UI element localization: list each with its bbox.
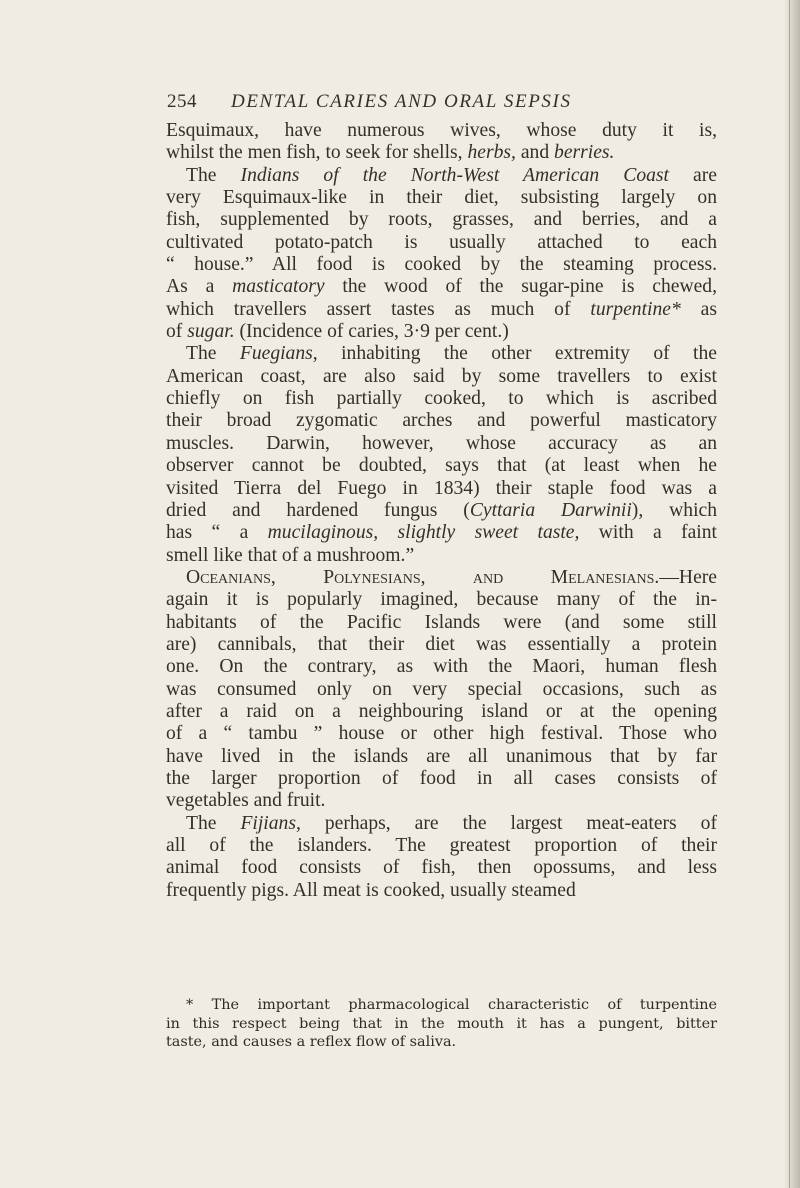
text-run: American coast, are also said by some travellers to exist — [166, 365, 717, 387]
text-run: masticatory — [232, 276, 325, 298]
text-run: are — [668, 164, 717, 186]
text-line — [166, 276, 717, 298]
text-run: again it is popularly imagined, because many of the in- — [166, 589, 717, 611]
text-line — [166, 366, 717, 388]
footnote-line: in this respect being that in the mouth it has a pungent, bitter — [166, 1015, 717, 1032]
running-header — [167, 91, 627, 119]
text-run: visited Tierra del Fuego in 1834) their staple food was a — [166, 477, 717, 499]
text-run: —Here — [659, 566, 717, 588]
text-run: cultivated potato-patch is usually attached to each — [166, 231, 717, 253]
text-line — [166, 120, 717, 142]
text-line — [166, 857, 717, 879]
text-run: chiefly on fish partially cooked, to which is ascribed — [166, 388, 717, 410]
text-line — [166, 589, 717, 611]
text-run: whilst the men fish, to seek for shells, — [166, 142, 468, 164]
text-run: and — [515, 142, 555, 164]
text-run: the larger proportion of food in all cases consists of — [166, 767, 717, 789]
footnote — [166, 996, 717, 1052]
text-line — [166, 478, 717, 500]
text-run: frequently pigs. All meat is cooked, usually steamed — [166, 879, 576, 901]
text-line — [166, 388, 717, 410]
text-run: muscles. Darwin, however, whose accuracy as an — [166, 432, 717, 454]
text-run: turpentine* — [590, 298, 681, 320]
text-run: of a “ tambu ” house or other high festival. Those who — [166, 723, 717, 745]
text-line — [166, 455, 717, 477]
text-line — [166, 522, 717, 544]
text-run: of — [166, 321, 188, 343]
text-run: Indians of the North-West American Coast — [240, 164, 669, 186]
text-line — [166, 299, 717, 321]
text-run: As a — [166, 276, 233, 298]
text-line — [166, 254, 717, 276]
text-line — [166, 142, 717, 164]
text-run: The — [186, 164, 241, 186]
footnote-line: taste, and causes a reflex flow of saliva. — [166, 1034, 457, 1051]
text-run: are) cannibals, that their diet was essentially a protein — [166, 633, 717, 655]
text-line — [166, 165, 717, 187]
text-run: with a faint — [579, 522, 717, 544]
text-line — [166, 232, 717, 254]
text-line — [166, 410, 717, 432]
text-line — [166, 500, 717, 522]
text-line — [166, 746, 717, 768]
text-line — [166, 701, 717, 723]
text-run: perhaps, are the largest meat-eaters of — [300, 812, 717, 834]
text-run: Esquimaux, have numerous wives, whose duty it is, — [166, 120, 717, 141]
text-run: smell like that of a mushroom.” — [166, 544, 415, 566]
text-run: all of the islanders. The greatest proportion of their — [166, 835, 717, 856]
running-title: DENTAL CARIES AND ORAL SEPSIS — [231, 91, 572, 112]
text-line — [166, 209, 717, 231]
text-run: after a raid on a neighbouring island or at the opening — [166, 700, 717, 722]
text-line — [166, 679, 717, 701]
text-run: herbs, — [467, 142, 516, 164]
text-line — [166, 835, 717, 857]
text-run: Fuegians, — [239, 343, 318, 365]
text-line — [166, 723, 717, 745]
text-line — [166, 813, 717, 835]
text-line — [166, 545, 717, 567]
text-line — [166, 187, 717, 209]
text-run: Oceanians, Polynesians, and Melanesians. — [186, 566, 660, 588]
text-run: as — [680, 298, 717, 320]
text-run: Cyttaria Darwinii — [469, 499, 632, 521]
text-run: their broad zygomatic arches and powerful masticatory — [166, 410, 717, 432]
text-line — [166, 567, 717, 589]
text-run: habitants of the Pacific Islands were (and some still — [166, 611, 717, 633]
text-run: berries. — [554, 142, 615, 164]
text-run: ), which — [631, 499, 718, 521]
text-run: observer cannot be doubted, says that (at least when he — [166, 455, 717, 477]
text-run: (Incidence of caries, 3·9 per cent.) — [234, 321, 509, 343]
text-line — [166, 343, 717, 365]
page-edge — [784, 0, 800, 1188]
text-run: dried and hardened fungus ( — [166, 499, 470, 521]
text-run: “ house.” All food is cooked by the steaming process. — [166, 254, 717, 276]
text-line — [166, 634, 717, 656]
text-run: has “ a — [166, 522, 268, 544]
text-run: have lived in the islands are all unanimous that by far — [166, 745, 717, 767]
text-line — [166, 612, 717, 634]
text-run: which travellers assert tastes as much of — [166, 298, 591, 320]
text-run: The — [186, 343, 240, 365]
text-run: one. On the contrary, as with the Maori, human flesh — [166, 656, 717, 678]
text-run: The — [186, 812, 241, 834]
text-run: very Esquimaux-like in their diet, subsisting largely on — [166, 187, 717, 209]
text-line — [166, 880, 717, 902]
footnote-line: * The important pharmacological characteristic of turpentine — [186, 997, 717, 1013]
text-run: inhabiting the other extremity of the — [317, 343, 717, 365]
text-line — [166, 768, 717, 790]
text-run: fish, supplemented by roots, grasses, and berries, and a — [166, 209, 717, 231]
text-run: mucilaginous, slightly sweet taste, — [267, 522, 580, 544]
text-line — [166, 321, 717, 343]
text-line — [166, 433, 717, 455]
page-number: 254 — [167, 91, 197, 112]
text-run: Fijians, — [240, 812, 301, 834]
text-run: sugar. — [187, 321, 235, 343]
body-text — [166, 120, 717, 902]
text-run: animal food consists of fish, then opossums, and less — [166, 857, 717, 879]
text-line — [166, 656, 717, 678]
text-line — [166, 790, 717, 812]
text-run: the wood of the sugar-pine is chewed, — [324, 276, 717, 298]
text-run: was consumed only on very special occasions, such as — [166, 678, 717, 700]
text-run: vegetables and fruit. — [166, 790, 326, 812]
